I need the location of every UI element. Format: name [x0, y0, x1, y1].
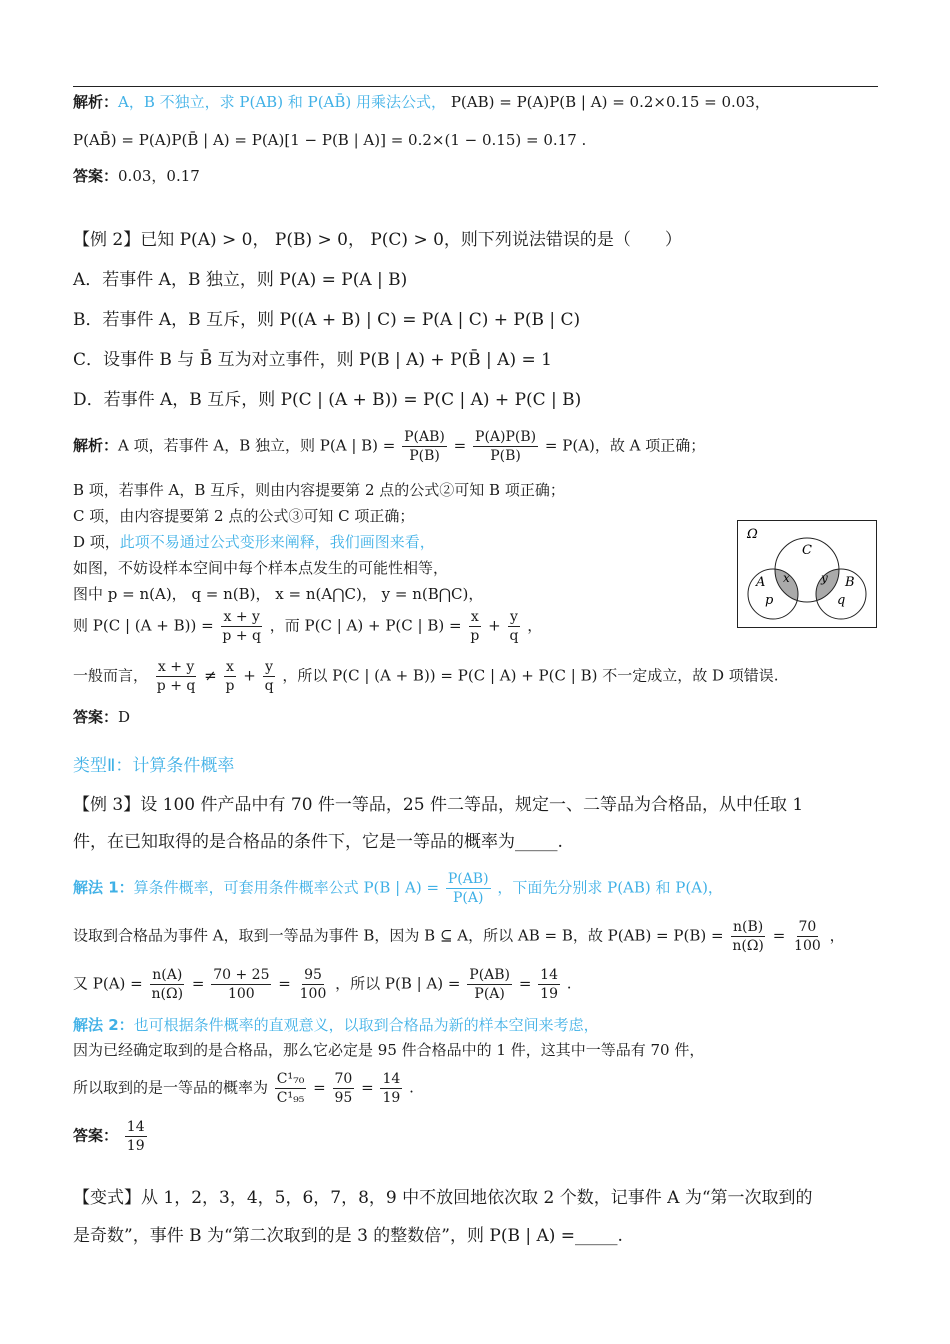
variant-line-1: 【变式】从 1，2，3，4，5，6，7，8，9 中不放回地依次取 2 个数，记事件 A 为“第一次取到的 — [73, 1188, 813, 1208]
method-1-line-1: 解法 1：算条件概率，可套用条件概率公式 P(B | A) = $\frac{P(AB)}{P(A)}$ ，下面先分别求 P(AB) 和 P(A)， — [73, 871, 723, 906]
y-label: y — [821, 571, 828, 585]
example-3-line-2: 件，在已知取得的是合格品的条件下，它是一等品的概率为_____. — [73, 832, 563, 852]
fraction: $\frac{n(A)}{n(\Omega)}$ — [151, 967, 184, 1002]
fraction: $\frac{x}{p}$ — [225, 659, 235, 694]
q-label: q — [837, 593, 846, 608]
section-heading-type-2: 类型Ⅱ：计算条件概率 — [73, 756, 235, 776]
solution-c: C 项，由内容提要第 2 点的公式③可知 C 项正确； — [73, 507, 415, 525]
fraction: $\frac{x}{p}$ — [470, 609, 480, 644]
fraction: $\frac{x + y}{p + q}$ — [222, 609, 261, 644]
method-1-line-2: 设取到合格品为事件 A，取到一等品为事件 B，因为 B ⊆ A，所以 AB = B，故 P(AB) = P(B) = $\frac{n(B)}{n(\Omega)}$ = $\frac{70}{100}$ ， — [73, 919, 845, 954]
fraction: $\frac{70}{95}$ — [334, 1071, 353, 1106]
option-a: A．若事件 A，B 独立，则 P(A) = P(A | B) — [73, 270, 408, 290]
solution-d-2: 如图，不妨设样本空间中每个样本点发生的可能性相等， — [73, 559, 449, 577]
fraction: $\frac{70}{100}$ — [794, 919, 821, 954]
b-label: B — [845, 575, 855, 590]
solution-line-1: 解析：A，B 不独立，求 P(AB) 和 P(AB̄) 用乘法公式， P(AB) = P(A)P(B | A) = 0.2×0.15 = 0.03， — [73, 93, 770, 111]
solution-d-4: 则 P(C | (A + B)) = $\frac{x + y}{p + q}$ ，而 P(C | A) + P(C | B) = $\frac{x}{p}$ + $\frac{y}{q}$ ， — [73, 609, 543, 644]
solution-line-2: P(AB̄) = P(A)P(B̄ | A) = P(A)[1 − P(B | A)] = 0.2×(1 − 0.15) = 0.17 . — [73, 131, 587, 149]
fraction: $\frac{14}{19}$ — [382, 1071, 401, 1106]
variant-line-2: 是奇数”，事件 B 为“第二次取到的是 3 的整数倍”，则 P(B | A) =_____. — [73, 1226, 623, 1246]
x-label: x — [783, 571, 790, 585]
fraction: $\frac{y}{q}$ — [509, 609, 519, 644]
fraction: $\frac{P(AB)}{P(B)}$ — [404, 429, 445, 464]
omega-label: Ω — [747, 527, 758, 542]
fraction: $\frac{14}{19}$ — [540, 967, 558, 1002]
solution-d-5: 一般而言， $\frac{x + y}{p + q}$ ≠ $\frac{x}{p}$ + $\frac{y}{q}$ ，所以 P(C | (A + B)) = P(C | A) + P(C | B) 不一定成立，故 D 项错误. — [73, 659, 779, 694]
method-2-line-1: 解法 2：也可根据条件概率的直观意义，以取到合格品为新的样本空间来考虑， — [73, 1016, 599, 1034]
fraction: $\frac{70 + 25}{100}$ — [213, 967, 270, 1002]
method-2-line-2: 因为已经确定取到的是合格品，那么它必定是 95 件合格品中的 1 件，这其中一等品有 70 件， — [73, 1041, 705, 1059]
option-d: D．若事件 A，B 互斥，则 P(C | (A + B)) = P(C | A) + P(C | B) — [73, 390, 582, 410]
solution-d: D 项，此项不易通过公式变形来阐释，我们画图来看， — [73, 533, 435, 551]
method-1-line-3: 又 P(A) = $\frac{n(A)}{n(\Omega)}$ = $\frac{70 + 25}{100}$ = $\frac{95}{100}$ ，所以 P(B | A) = $\frac{P(AB)}{P(A)}$ = $\frac{14}{19}$ . — [73, 967, 572, 1002]
a-label: A — [756, 575, 766, 590]
answer-3: 答案： $\frac{14}{19}$ — [73, 1119, 145, 1154]
venn-diagram — [737, 520, 877, 628]
fraction: $\frac{P(A)P(B)}{P(B)}$ — [475, 429, 537, 464]
fraction: $\frac{y}{q}$ — [264, 659, 274, 694]
fraction: $\frac{P(AB)}{P(A)}$ — [469, 967, 511, 1002]
answer-1: 答案：0.03，0.17 — [73, 167, 200, 185]
header-rule — [73, 86, 878, 87]
solution-b: B 项，若事件 A，B 互斥，则由内容提要第 2 点的公式②可知 B 项正确； — [73, 481, 565, 499]
fraction: $\frac{\text{C¹₇₀}}{\text{C¹₉₅}}$ — [276, 1071, 305, 1106]
p-label: p — [765, 593, 774, 608]
option-b: B．若事件 A，B 互斥，则 P((A + B) | C) = P(A | C) + P(B | C) — [73, 310, 581, 330]
option-c: C．设事件 B 与 B̄ 互为对立事件，则 P(B | A) + P(B̄ | A) = 1 — [73, 350, 552, 370]
example-3-line-1: 【例 3】设 100 件产品中有 70 件一等品，25 件二等品，规定一、二等品为合格品，从中任取 1 — [73, 795, 804, 815]
fraction: $\frac{x + y}{p + q}$ — [156, 659, 196, 694]
fraction: $\frac{n(B)}{n(\Omega)}$ — [732, 919, 764, 954]
c-label: C — [802, 543, 812, 558]
solution-a: 解析：A 项，若事件 A，B 独立，则 P(A | B) = $\frac{P(AB)}{P(B)}$ = $\frac{P(A)P(B)}{P(B)}$ = P(A)，故 A 项正确； — [73, 429, 706, 464]
fraction: $\frac{95}{100}$ — [299, 967, 327, 1002]
answer-2: 答案：D — [73, 708, 131, 726]
method-2-line-3: 所以取到的是一等品的概率为 $\frac{\text{C¹₇₀}}{\text{C¹₉₅}}$ = $\frac{70}{95}$ = $\frac{14}{19}$ . — [73, 1071, 414, 1106]
fraction: $\frac{14}{19}$ — [126, 1119, 145, 1154]
fraction: $\frac{P(AB)}{P(A)}$ — [447, 871, 489, 906]
example-2-title: 【例 2】已知 P(A) > 0， P(B) > 0， P(C) > 0，则下列说法错误的是（ ） — [73, 230, 682, 250]
solution-d-3: 图中 p = n(A)， q = n(B)， x = n(A⋂C)， y = n(B⋂C)， — [73, 585, 484, 603]
